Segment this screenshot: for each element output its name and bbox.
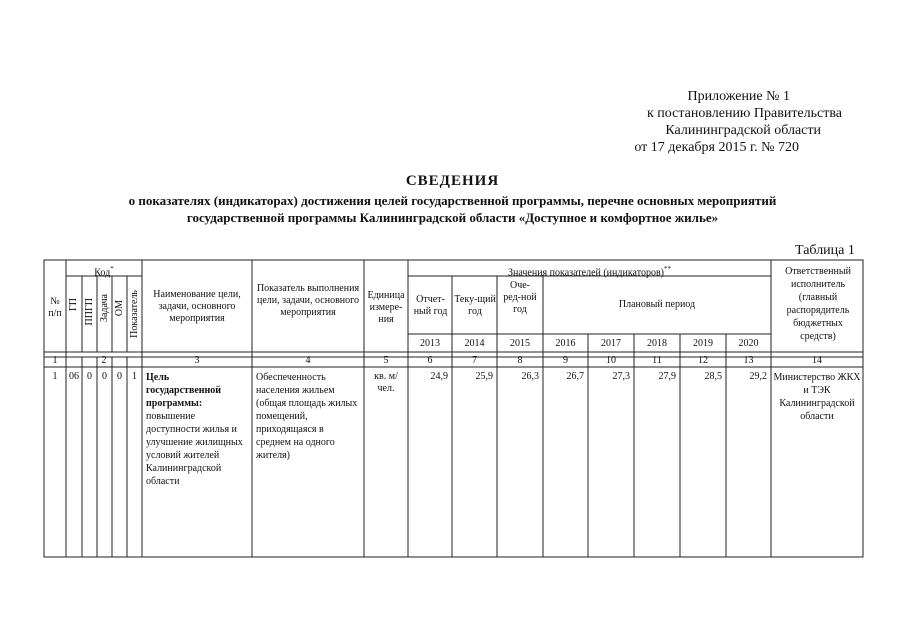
- row-value-2018: 27,9: [658, 371, 676, 382]
- header-current-year: Теку-щий год: [454, 294, 496, 317]
- header-year-2016: 2016: [555, 338, 576, 349]
- header-code-om: ОМ: [114, 300, 125, 317]
- document-subtitle-line-1: о показателях (индикаторах) достижения целей государственной программы, перечне основных мероприятий: [128, 193, 777, 208]
- row-executor: Министерство ЖКХ и ТЭК Калининградской области: [773, 372, 861, 422]
- row-num: 1: [52, 371, 58, 382]
- row-code-om: 0: [117, 371, 122, 382]
- header-num: № п/п: [48, 296, 62, 319]
- col-number-2: 2: [101, 355, 107, 366]
- header-year-2019: 2019: [693, 338, 713, 349]
- appendix-line-4: от 17 декабря 2015 г. № 720: [634, 140, 799, 155]
- header-year-2018: 2018: [647, 338, 667, 349]
- row-goal-name-bold: Цель государственной программы:: [146, 372, 222, 409]
- header-year-2017: 2017: [601, 338, 621, 349]
- header-code-gp: ГП: [68, 298, 79, 312]
- col-number-6: 6: [427, 355, 433, 366]
- document-title: СВЕДЕНИЯ: [405, 173, 500, 189]
- header-code-indicator: Показатель: [129, 290, 140, 338]
- header-indicator: Показатель выполнения цели, задачи, основного мероприятия: [256, 283, 360, 318]
- row-value-2014: 25,9: [475, 371, 493, 382]
- row-goal-name: [146, 371, 246, 488]
- row-indicator: Обеспеченность населения жильем (общая площадь жилых помещений, приходящаяся в среднем на одного жителя): [256, 372, 358, 461]
- appendix-line-3: Калининградской области: [665, 123, 821, 138]
- row-code-task: 0: [102, 371, 107, 382]
- header-executor: Ответственный исполнитель (главный распорядитель бюджетных средств): [785, 266, 851, 342]
- row-code-gp: 06: [69, 371, 79, 382]
- document-subtitle-line-2: государственной программы Калининградской области «Доступное и комфортное жилье»: [186, 210, 719, 225]
- appendix-line-1: Приложение № 1: [687, 89, 790, 104]
- header-unit: Единица измере-ния: [367, 290, 405, 325]
- col-number-11: 11: [652, 355, 662, 366]
- table-label: Таблица 1: [795, 243, 855, 258]
- row-code-indicator: 1: [132, 371, 137, 382]
- col-number-13: 13: [743, 355, 754, 366]
- header-reported-year: Отчет-ный год: [413, 294, 448, 317]
- row-unit: кв. м/ чел.: [374, 371, 398, 394]
- appendix-line-2: к постановлению Правительства: [646, 106, 842, 121]
- header-code-label: Код: [94, 267, 111, 279]
- row-code-ppgp: 0: [87, 371, 92, 382]
- row-goal-name-rest: повышение доступности жилья и улучшение жилищных условий жителей Калининградской области: [146, 411, 243, 487]
- col-number-4: 4: [305, 355, 311, 366]
- header-next-year: Оче-ред-ной год: [503, 280, 537, 315]
- row-value-2015: 26,3: [521, 371, 539, 382]
- row-value-2020: 29,2: [749, 371, 767, 382]
- header-values: [408, 263, 771, 279]
- header-code-mark: *: [110, 265, 114, 273]
- col-number-3: 3: [194, 355, 200, 366]
- header-code-task: Задача: [99, 294, 110, 323]
- col-number-9: 9: [563, 355, 568, 366]
- header-code-ppgp: ППГП: [84, 298, 95, 326]
- header-values-mark: **: [664, 265, 672, 273]
- row-value-2013: 24,9: [430, 371, 448, 382]
- col-number-14: 14: [812, 355, 822, 366]
- col-number-1: 1: [52, 355, 58, 366]
- row-value-2017: 27,3: [612, 371, 630, 382]
- col-number-10: 10: [606, 355, 616, 366]
- row-value-2016: 26,7: [566, 371, 584, 382]
- header-year-2020: 2020: [738, 338, 759, 349]
- header-planning-period: Плановый период: [618, 299, 696, 310]
- col-number-7: 7: [472, 355, 477, 366]
- col-number-8: 8: [517, 355, 523, 366]
- col-number-12: 12: [698, 355, 708, 366]
- header-name: Наименование цели, задачи, основного мероприятия: [153, 289, 241, 324]
- row-value-2019: 28,5: [704, 371, 722, 382]
- header-year-2015: 2015: [510, 338, 530, 349]
- header-code: [66, 263, 142, 279]
- header-year-2014: 2014: [464, 338, 485, 349]
- col-number-5: 5: [383, 355, 389, 366]
- header-year-2013: 2013: [420, 338, 440, 349]
- header-values-label: Значения показателей (индикаторов): [507, 267, 665, 279]
